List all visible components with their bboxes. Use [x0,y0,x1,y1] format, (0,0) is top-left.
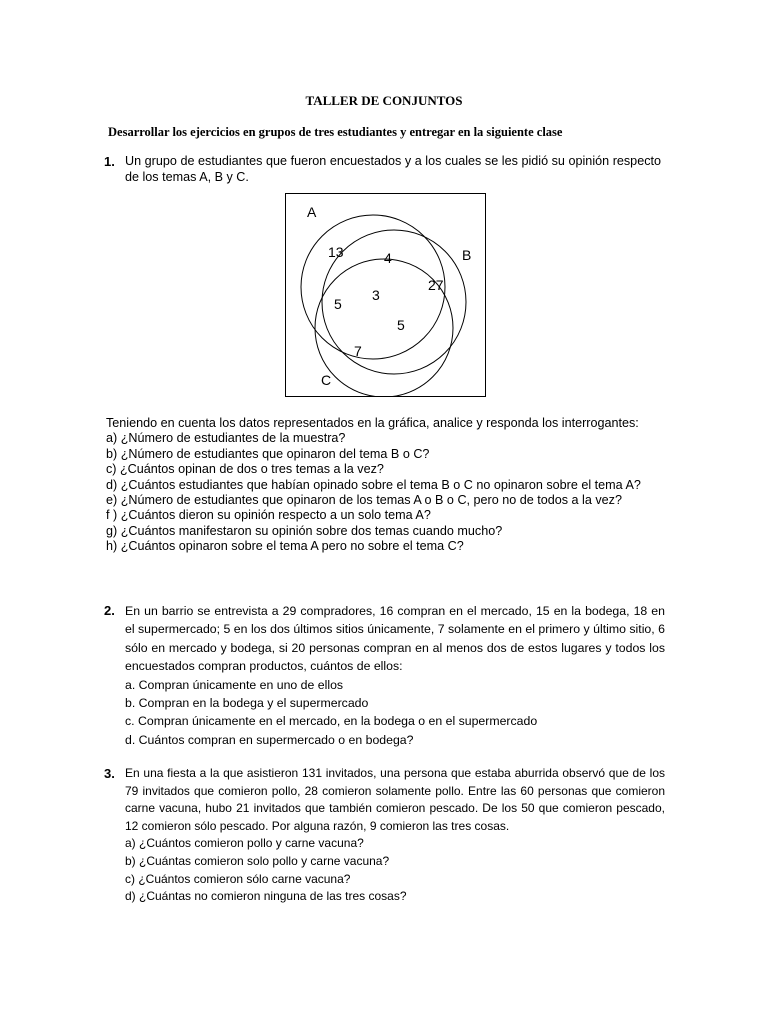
question-2-item: d. Cuántos compran en supermercado o en bodega? [125,732,414,747]
question-3-item: d) ¿Cuántas no comieron ninguna de las tres cosas? [125,889,407,904]
region-ac-only: 5 [334,296,342,312]
question-3-item: c) ¿Cuántos comieron sólo carne vacuna? [125,871,351,886]
question-2-item: a. Compran únicamente en uno de ellos [125,677,344,692]
question-3-item: a) ¿Cuántos comieron pollo y carne vacuna? [125,836,364,851]
question-1-item: b) ¿Número de estudiantes que opinaron del tema B o C? [106,446,430,461]
question-2-number: 2. [104,603,115,618]
question-2-text: En un barrio se entrevista a 29 compradores, 16 compran en el mercado, 15 en la bodega, 18 en el supermercado; 5 en los dos últimos sitios únicamente, 7 solamente en el primero y último sitio, 6 sólo en mercado y bodega, si 20 personas compran en al menos dos de estos lugares y todos los encuestados compran productos, cuántos de ellos: [125,604,665,674]
venn-svg [285,193,486,397]
question-3-number: 3. [104,766,115,781]
label-b: B [462,247,472,263]
question-1-item: g) ¿Cuántos manifestaron su opinión sobre dos temas cuando mucho? [106,523,503,538]
label-c: C [321,372,332,388]
question-2-item: b. Compran en la bodega y el supermercado [125,696,369,711]
venn-diagram [285,193,486,397]
question-1-item: e) ¿Número de estudiantes que opinaron de los temas A o B o C, pero no de todos a la vez? [106,493,622,508]
question-1-analysis [106,416,661,555]
analysis-intro: Teniendo en cuenta los datos representados en la gráfica, analice y responda los interrogantes: [106,416,639,430]
question-3-item: b) ¿Cuántas comieron solo pollo y carne vacuna? [125,853,390,868]
region-b-only: 27 [428,277,444,293]
question-2 [125,602,665,749]
question-1-item: a) ¿Número de estudiantes de la muestra? [106,431,346,446]
region-abc: 3 [372,287,380,303]
question-2-item: c. Compran únicamente en el mercado, en la bodega o en el supermercado [125,714,538,729]
question-1-item: f ) ¿Cuántos dieron su opinión respecto a un solo tema A? [106,508,431,523]
question-1-item: c) ¿Cuántos opinan de dos o tres temas a la vez? [106,462,384,477]
question-1-text: Un grupo de estudiantes que fueron encuestados y a los cuales se les pidió su opinión respecto de los temas A, B y C. [125,154,661,184]
label-a: A [307,204,317,220]
instructions: Desarrollar los ejercicios en grupos de tres estudiantes y entregar en la siguiente clase [108,125,563,139]
region-ab-only: 4 [384,250,392,266]
region-bc-only: 5 [397,317,405,333]
question-1-item: h) ¿Cuántos opinaron sobre el tema A pero no sobre el tema C? [106,539,464,554]
question-3-text: En una fiesta a la que asistieron 131 invitados, una persona que estaba aburrida observó que de los 79 invitados que comieron pollo, 28 comieron solamente pollo. Entre las 60 personas que comieron carne vacuna, hubo 21 invitados que también comieron pescado. De los 50 que comieron pescado, 12 comieron sólo pescado. Por alguna razón, 9 comieron las tres cosas. [125,766,665,833]
region-a-only: 13 [328,244,344,260]
region-c-only: 7 [354,343,362,359]
question-3 [125,765,665,906]
question-1-item: d) ¿Cuántos estudiantes que habían opinado sobre el tema B o C no opinaron sobre el tema A? [106,477,641,492]
page-title: TALLER DE CONJUNTOS [305,93,463,108]
question-1-number: 1. [104,154,115,169]
